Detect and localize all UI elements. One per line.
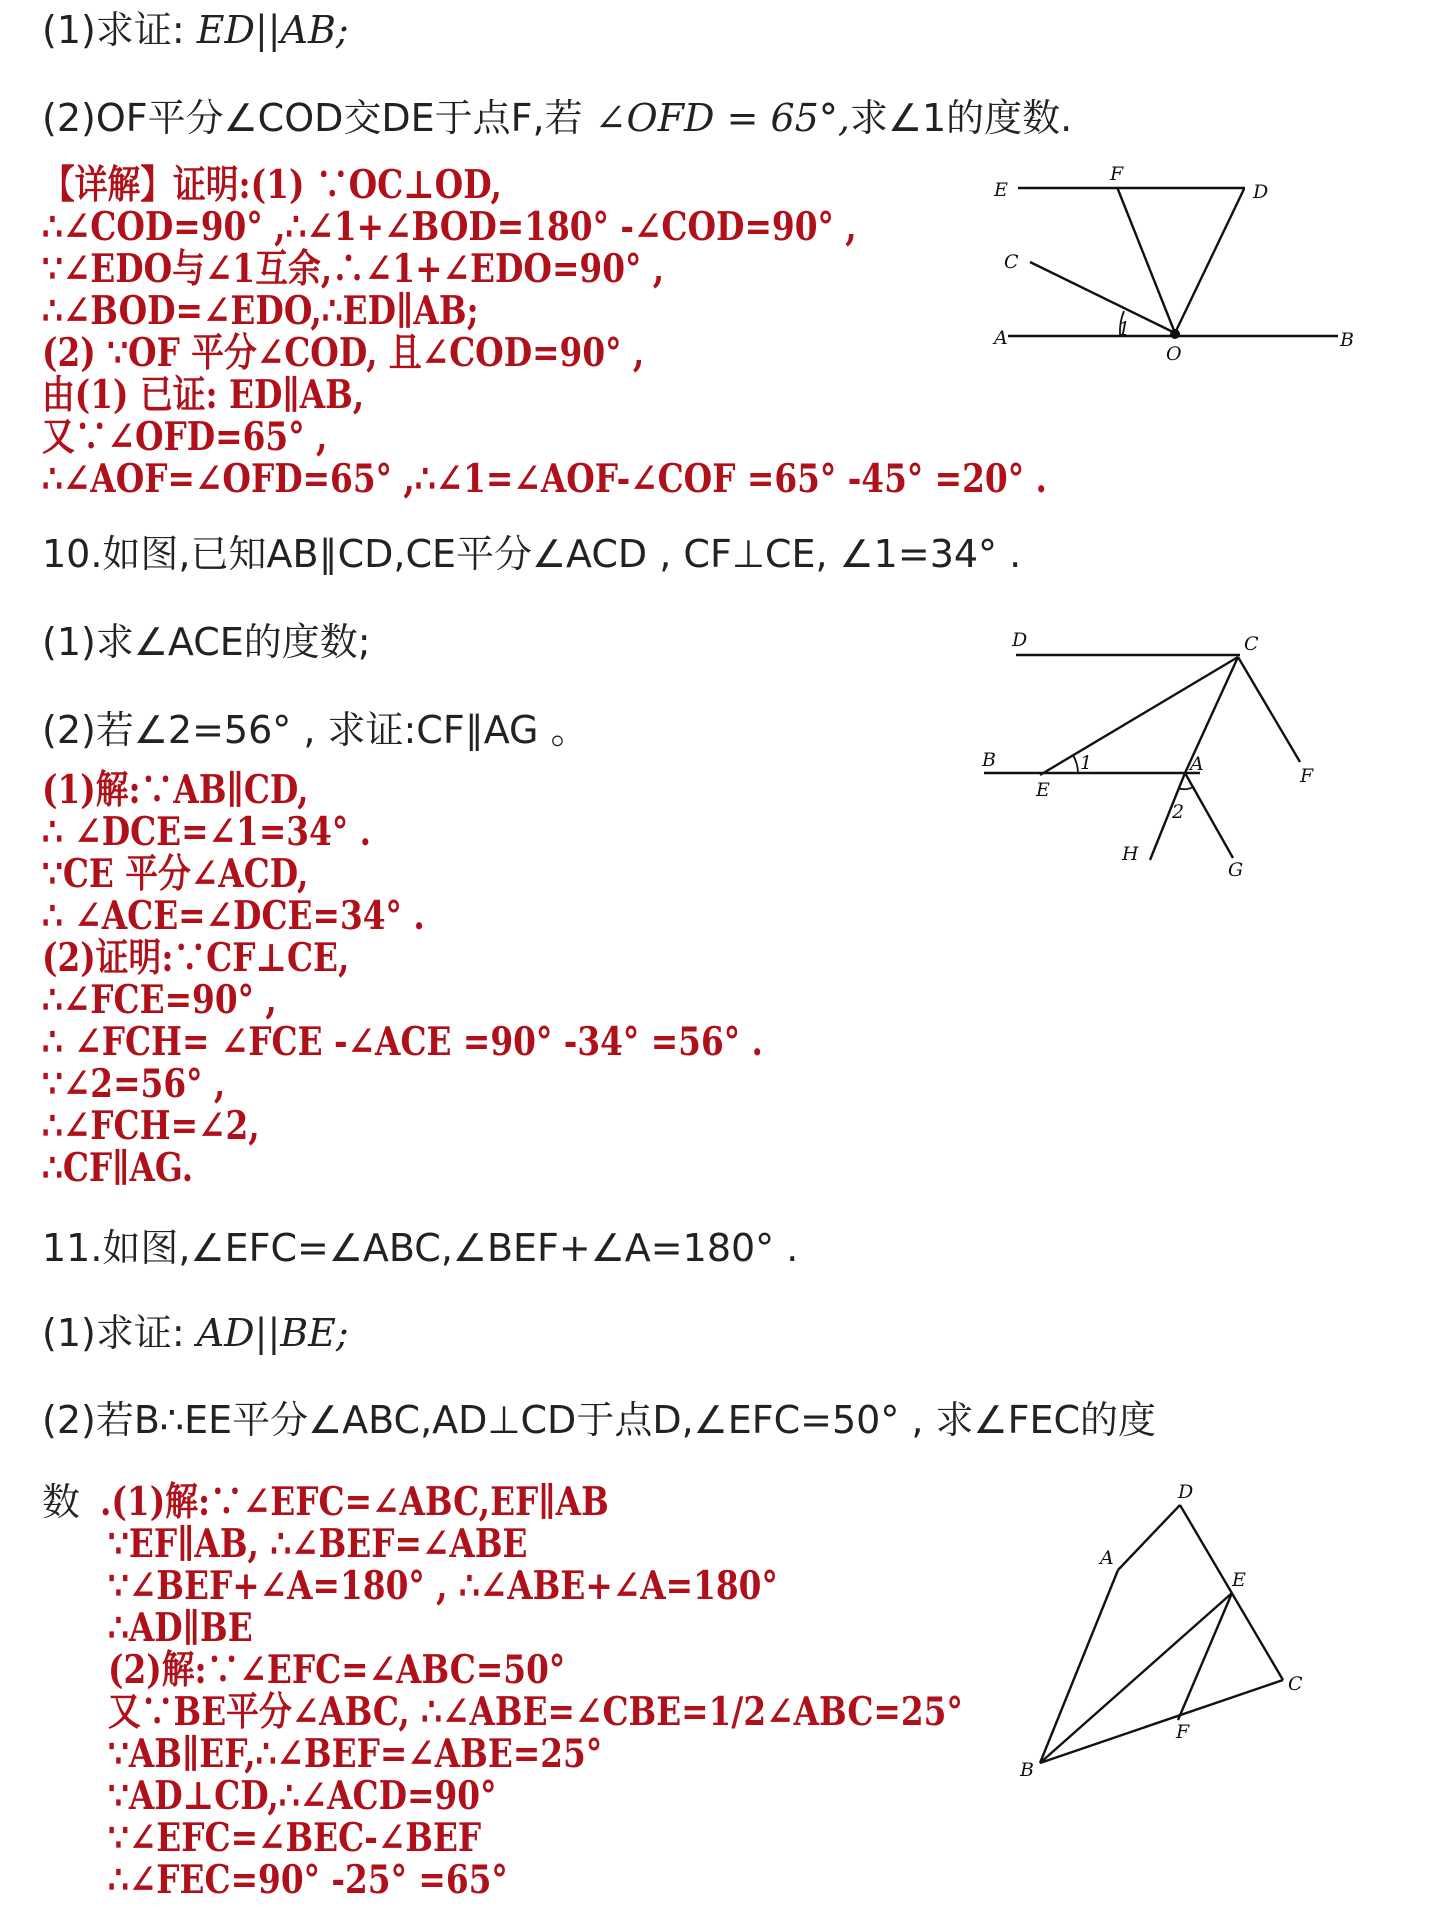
p11-answer-line-2: ∵EF∥AB, ∴∠BEF=∠ABE (108, 1521, 528, 1567)
p10-answer-line-1: (1)解:∵AB∥CD, (42, 767, 309, 813)
p9-answer-line-2: ∴∠COD=90° ,∴∠1+∠BOD=180° -∠COD=90° , (42, 204, 857, 250)
p10-answer-line-8: ∵∠2=56° , (42, 1061, 226, 1107)
p11-q1-math: AD||BE; (196, 1311, 349, 1355)
p10-answer-line-5: (2)证明:∵CF⊥CE, (42, 935, 350, 981)
p11-answer-line-5: (2)解:∵∠EFC=∠ABC=50° (108, 1647, 566, 1693)
p11-answer-line-7: ∵AB∥EF,∴∠BEF=∠ABE=25° (108, 1731, 603, 1777)
p10-label-D: D (1012, 629, 1028, 651)
p11-label-E: E (1232, 1569, 1246, 1591)
p11-q1-text: (1)求证: (42, 1311, 185, 1355)
p11-label-B: B (1020, 1759, 1034, 1781)
p9-answer-line-8: ∴∠AOF=∠OFD=65° ,∴∠1=∠AOF-∠COF =65° -45° =20° . (42, 456, 1047, 502)
p10-answer-line-2: ∴ ∠DCE=∠1=34° . (42, 809, 372, 855)
p11-question-2: (2)若B∴EE平分∠ABC,AD⊥CD于点D,∠EFC=50° , 求∠FEC的度 (42, 1398, 1157, 1442)
p11-label-D: D (1178, 1481, 1194, 1503)
p9-answer-line-1: 【详解】证明:(1) ∵OC⊥OD, (42, 162, 502, 208)
p11-answer-line-9: ∵∠EFC=∠BEC-∠BEF (108, 1815, 482, 1861)
p9-q1-math: ED||AB; (196, 8, 349, 52)
p10-label-G: G (1228, 859, 1244, 881)
p11-answer-line-10: ∴∠FEC=90° -25° =65° (108, 1857, 508, 1903)
p11-answer-line-3: ∵∠BEF+∠A=180° , ∴∠ABE+∠A=180° (108, 1563, 778, 1609)
p10-answer-line-6: ∴∠FCE=90° , (42, 977, 277, 1023)
p11-answer-line-8: ∵AD⊥CD,∴∠ACD=90° (108, 1773, 497, 1819)
p9-label-F: F (1110, 163, 1124, 185)
p10-label-C: C (1244, 633, 1259, 655)
p11-label-C: C (1288, 1673, 1303, 1695)
p10-answer-line-7: ∴ ∠FCH= ∠FCE -∠ACE =90° -34° =56° . (42, 1019, 763, 1065)
p10-label-H: H (1122, 843, 1139, 865)
p10-label-B: B (982, 749, 996, 771)
p11-label-F: F (1176, 1721, 1190, 1743)
p9-answer-line-6: 由(1) 已证: ED∥AB, (42, 372, 365, 418)
p11-answer-line-6: 又∵BE平分∠ABC, ∴∠ABE=∠CBE=1/2∠ABC=25° (108, 1689, 963, 1735)
p9-label-C: C (1004, 251, 1019, 273)
p10-answer-line-3: ∵CE 平分∠ACD, (42, 851, 309, 897)
p9-answer-line-4: ∴∠BOD=∠EDO,∴ED∥AB; (42, 288, 479, 334)
p11-question-2-cont: 数 (42, 1480, 81, 1524)
p11-answer-line-1: .(1)解:∵∠EFC=∠ABC,EF∥AB (100, 1479, 609, 1525)
p10-label-E: E (1036, 779, 1050, 801)
p11-stem: 11.如图,∠EFC=∠ABC,∠BEF+∠A=180° . (42, 1226, 799, 1270)
p9-label-A: A (994, 327, 1008, 349)
p9-label-B: B (1340, 329, 1354, 351)
p10-question-1: (1)求∠ACE的度数; (42, 620, 371, 664)
p10-label-A: A (1190, 753, 1204, 775)
p10-question-2: (2)若∠2=56° , 求证:CF∥AG 。 (42, 708, 589, 752)
p10-answer-line-10: ∴CF∥AG. (42, 1145, 194, 1191)
p9-q2-text: (2)OF平分∠COD交DE于点F,若 (42, 96, 583, 140)
p10-answer-line-4: ∴ ∠ACE=∠DCE=34° . (42, 893, 425, 939)
p9-label-D: D (1253, 181, 1269, 203)
p9-label-1: 1 (1118, 318, 1131, 340)
p10-label-F: F (1300, 765, 1314, 787)
p9-label-O: O (1166, 343, 1182, 365)
p9-q1-text: (1)求证: (42, 8, 185, 52)
p9-answer-line-7: 又∵∠OFD=65° , (42, 414, 328, 460)
p9-answer-line-3: ∵∠EDO与∠1互余,∴∠1+∠EDO=90° , (42, 246, 665, 292)
p9-q2-math: ∠OFD = 65°, (594, 96, 850, 140)
p10-label-1: 1 (1080, 752, 1093, 774)
p9-label-E: E (994, 179, 1008, 201)
p10-label-2: 2 (1172, 801, 1185, 823)
p9-q2-tail: 求∠1的度数. (849, 96, 1073, 140)
p10-answer-line-9: ∴∠FCH=∠2, (42, 1103, 260, 1149)
p9-answer-line-5: (2) ∵OF 平分∠COD, 且∠COD=90° , (42, 330, 645, 376)
p11-label-A: A (1100, 1547, 1114, 1569)
p10-stem: 10.如图,已知AB∥CD,CE平分∠ACD , CF⊥CE, ∠1=34° . (42, 532, 1022, 576)
p11-answer-line-4: ∴AD∥BE (108, 1605, 253, 1651)
